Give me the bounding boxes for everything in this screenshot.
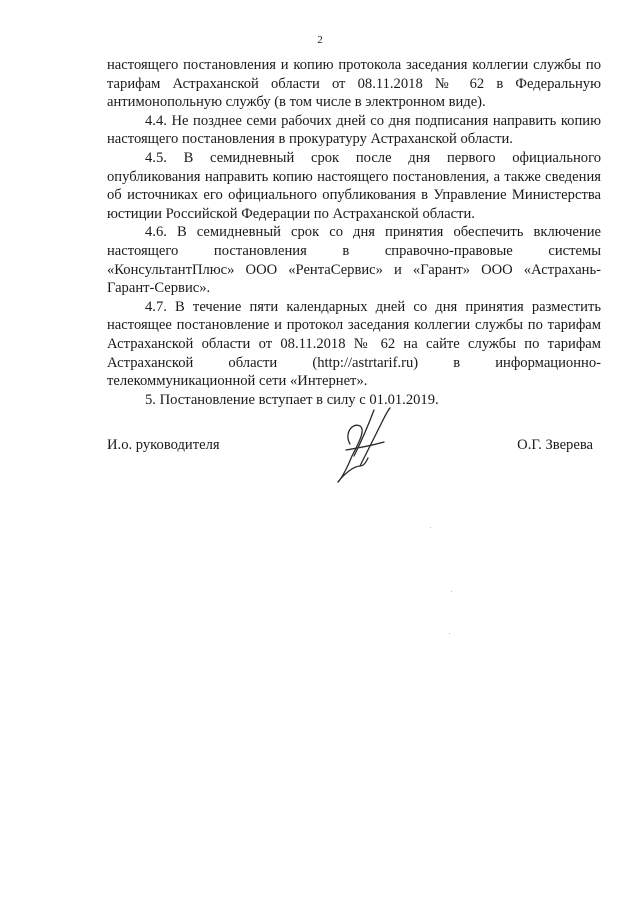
paragraph-4-5: 4.5. В семидневный срок после дня первого официального опубликования направить копию настоящего постановления, а также сведения об источниках его официального опубликования в Управление Министерства юстиции Российской Федерации по Астраханской области. [107,149,601,222]
signatory-position: И.о. руководителя [107,437,220,453]
scan-speck [449,633,450,634]
page-number: 2 [317,34,323,46]
paragraph-4-7: 4.7. В течение пяти календарных дней со дня принятия разместить настоящее постановление и протокол заседания коллегии службы по тарифам Астраханской области от 08.11.2018 № 62 на сайте службы по тарифам Астраханской области (http://astrtarif.ru) в информационно-телекоммуникационной сети «Интернет». [107,298,601,390]
scan-speck [430,527,431,528]
document-body [107,56,601,409]
paragraph-5: 5. Постановление вступает в силу с 01.01.2019. [145,391,439,408]
paragraph-4-4: 4.4. Не позднее семи рабочих дней со дня подписания направить копию настоящего постановления в прокуратуру Астраханской области. [107,112,601,148]
paragraph-continuation: настоящего постановления и копию протокола заседания коллегии службы по тарифам Астраханской области от 08.11.2018 № 62 в Федеральную антимонопольную службу (в том числе в электронном виде). [107,57,601,111]
signatory-name: О.Г. Зверева [517,437,593,453]
scan-speck [451,591,452,592]
paragraph-4-6: 4.6. В семидневный срок со дня принятия обеспечить включение настоящего постановления в справочно-правовые системы «КонсультантПлюс» ООО «РентаСервис» и «Гарант» ООО «Астрахань-Гарант-Сервис». [107,224,601,297]
handwritten-signature-icon [330,404,400,486]
